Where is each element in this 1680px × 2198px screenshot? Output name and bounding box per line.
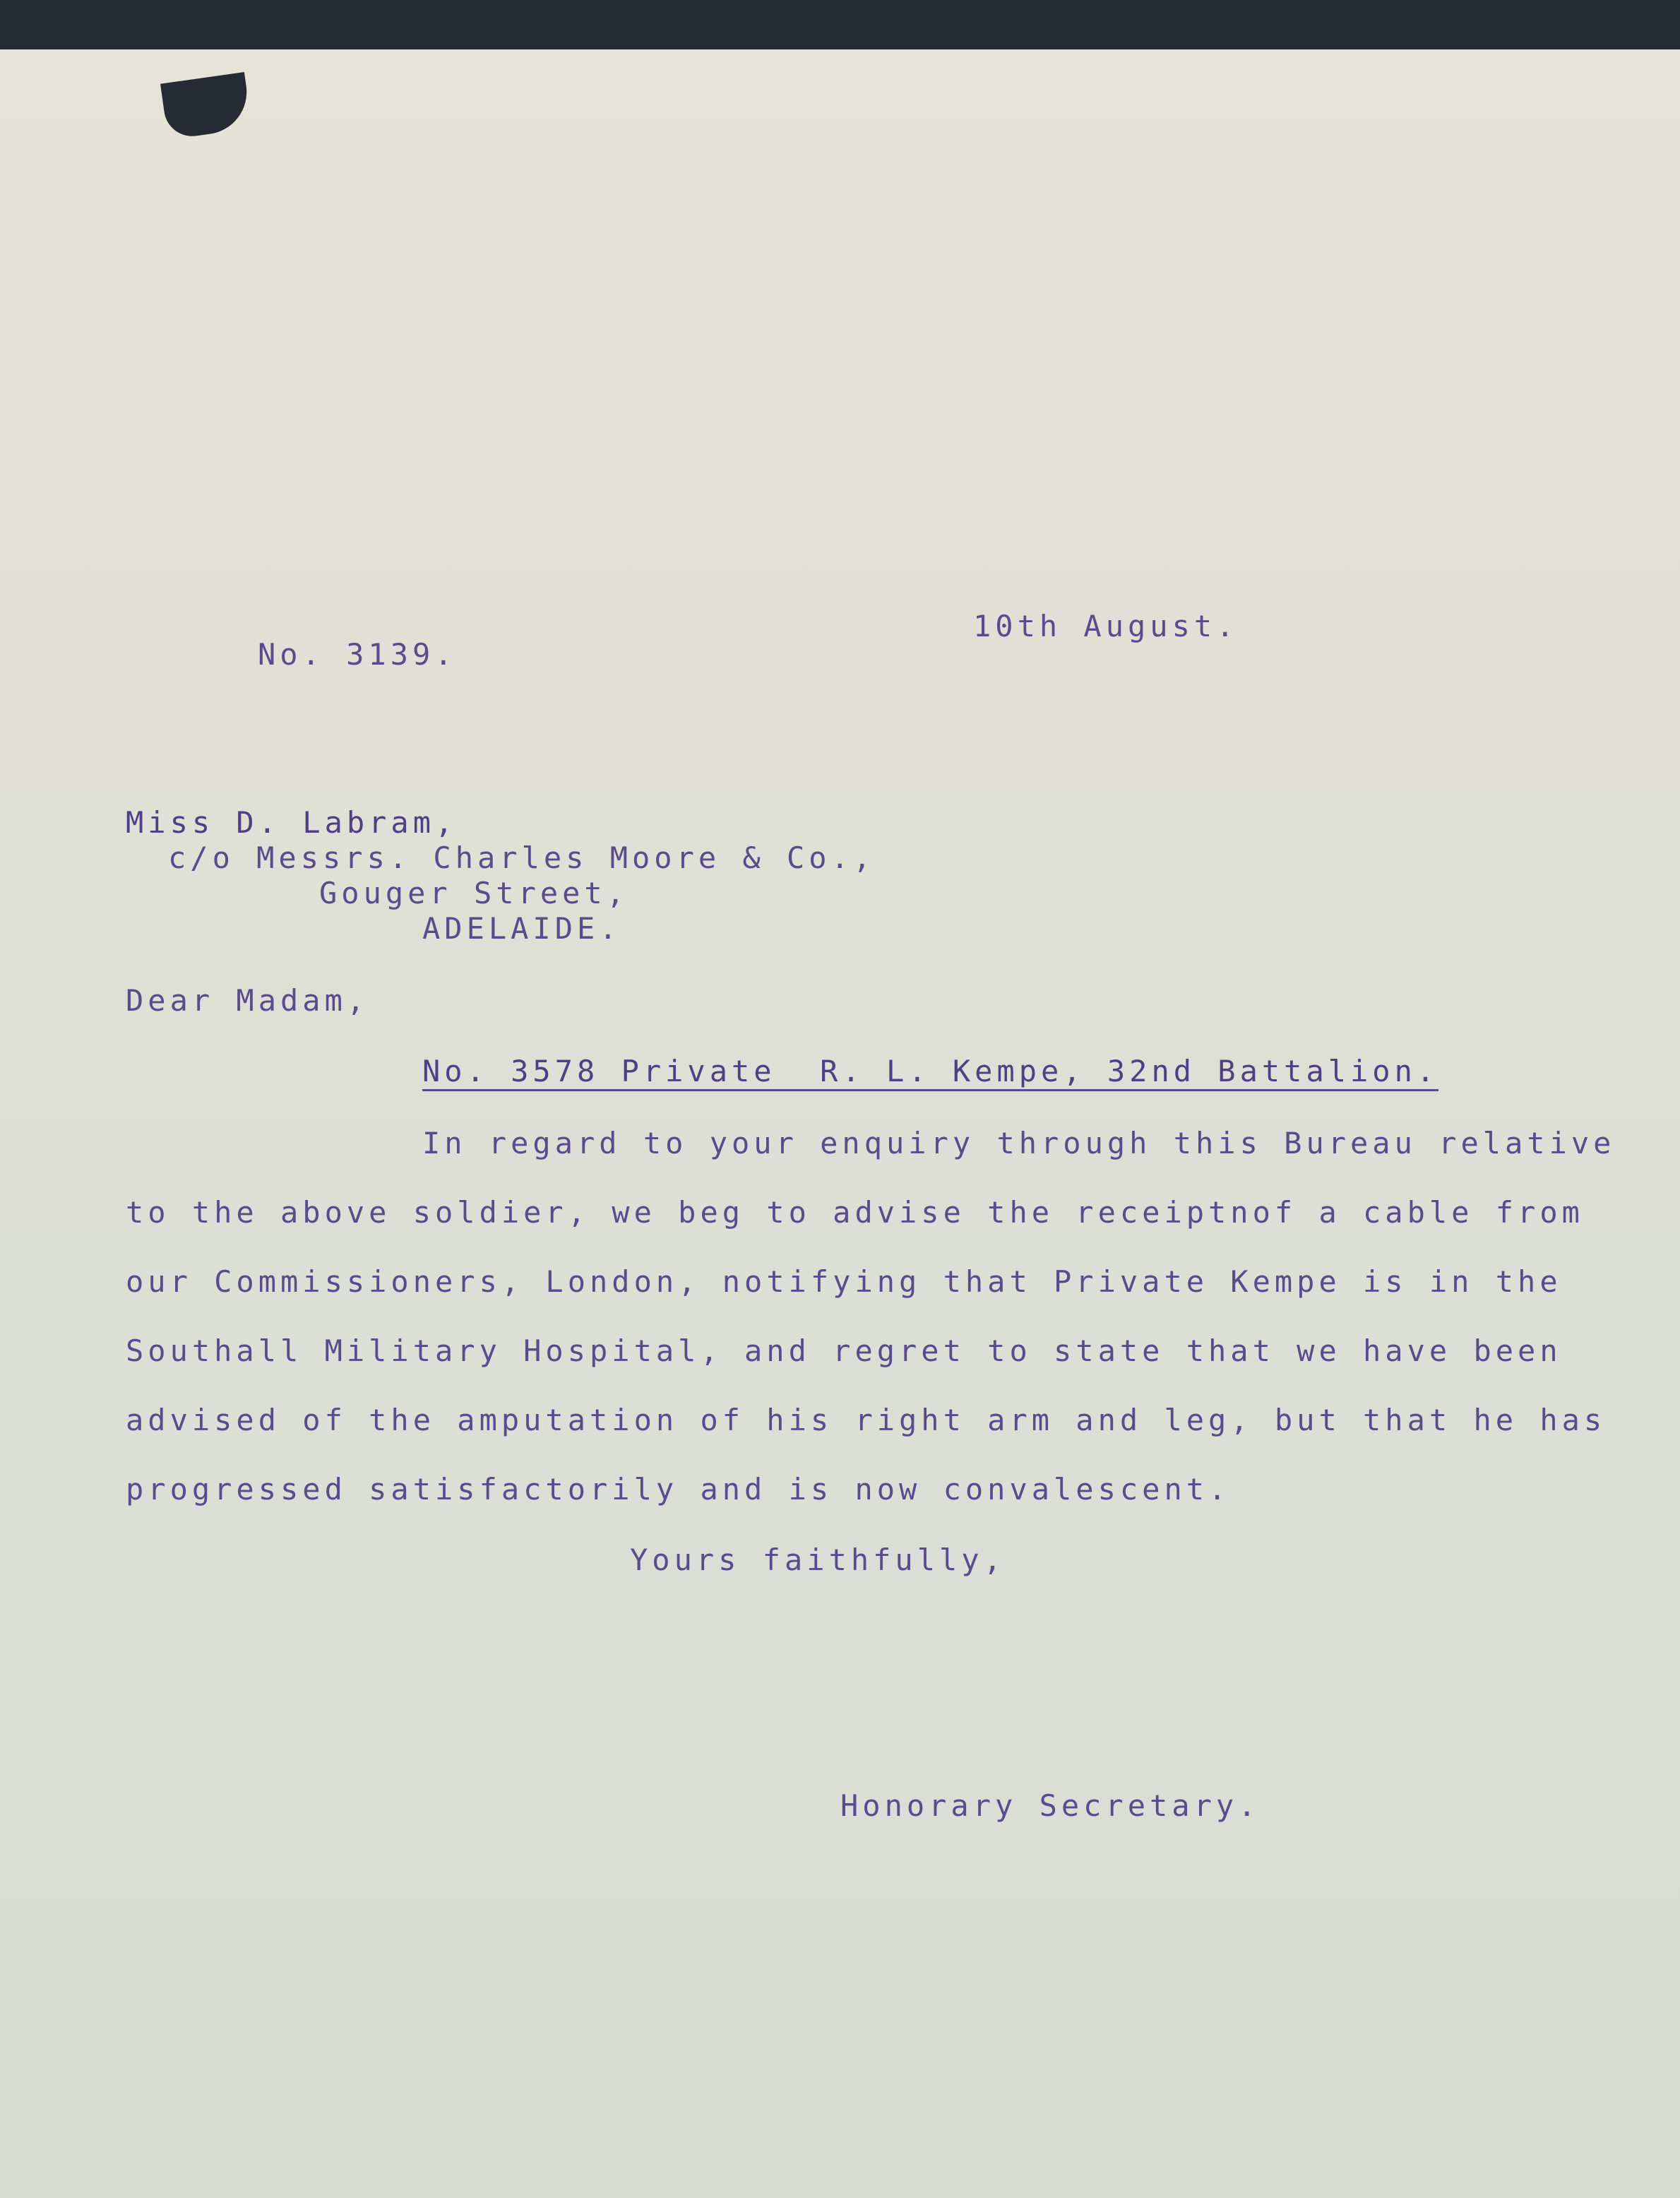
signatory-title: Honorary Secretary. — [840, 1788, 1261, 1823]
closing: Yours faithfully, — [630, 1543, 1006, 1577]
body-line: In regard to your enquiry through this Bureau relative — [422, 1126, 1616, 1160]
letter-page — [0, 49, 1680, 2198]
salutation: Dear Madam, — [126, 983, 369, 1018]
reference-number: No. 3139. — [258, 637, 457, 672]
scan-background-edge — [0, 0, 1680, 54]
recipient-street: Gouger Street, — [319, 876, 629, 910]
body-line: Southall Military Hospital, and regret to state that we have been — [126, 1333, 1562, 1368]
body-line: progressed satisfactorily and is now convalescent. — [126, 1472, 1231, 1507]
recipient-care-of: c/o Messrs. Charles Moore & Co., — [168, 840, 876, 875]
body-line: advised of the amputation of his right arm and leg, but that he has — [126, 1403, 1607, 1437]
torn-corner — [160, 72, 252, 140]
body-line: our Commissioners, London, notifying that Private Kempe is in the — [126, 1264, 1562, 1299]
body-line: to the above soldier, we beg to advise the receiptnof a cable from — [126, 1195, 1584, 1230]
recipient-name: Miss D. Labram, — [126, 805, 458, 840]
letter-date: 10th August. — [973, 609, 1239, 643]
recipient-city: ADELAIDE. — [422, 911, 621, 946]
subject-line: No. 3578 Private R. L. Kempe, 32nd Battalion. — [422, 1057, 1438, 1091]
